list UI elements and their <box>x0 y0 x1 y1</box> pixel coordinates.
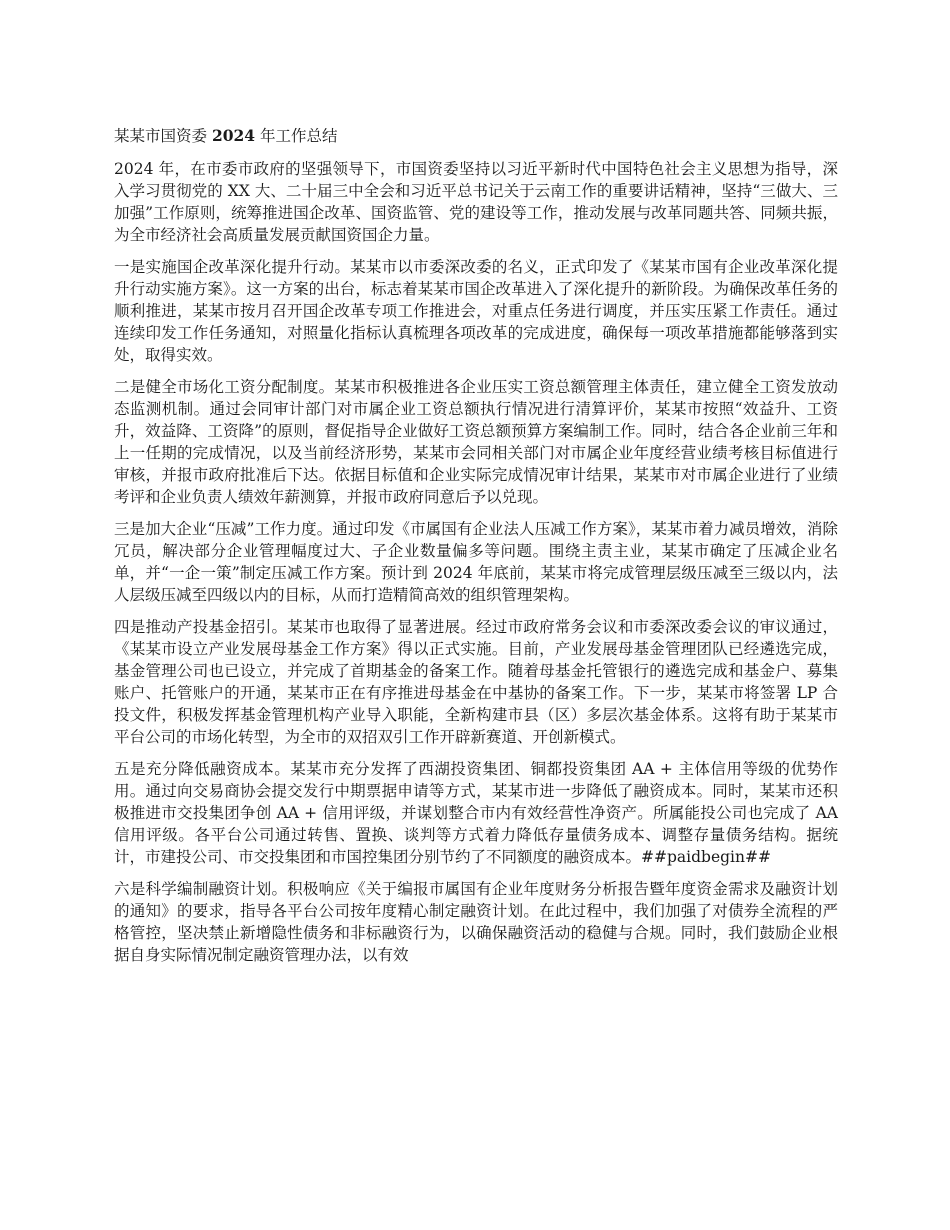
intro-paragraph: 2024 年，在市委市政府的坚强领导下，市国资委坚持以习近平新时代中国特色社会主义思想为指导，深入学习贯彻党的 XX 大、二十届三中全会和习近平总书记关于云南工作的重要讲话精神，坚持“三做大、三加强”工作原则，统筹推进国企改革、国资监管、党的建设等工作，推动发展与改革同题共答、同频共振，为全市经济社会高质量发展贡献国资国企力量。 <box>114 160 838 244</box>
paragraph-wage-system: 二是健全市场化工资分配制度。某某市积极推进各企业压实工资总额管理主体责任，建立健全工资发放动态监测机制。通过会同审计部门对市属企业工资总额执行情况进行清算评价，某某市按照“效益升、工资升，效益降、工资降”的原则，督促指导企业做好工资总额预算方案编制工作。同时，结合各企业前三年和上一任期的完成情况，以及当前经济形势，某某市会同相关部门对市属企业年度经营业绩考核目标值进行审核，并报市政府批准后下达。依据目标值和企业实际完成情况审计结果，某某市对市属企业进行了业绩考评和企业负责人绩效年薪测算，并报市政府同意后予以兑现。 <box>114 378 838 506</box>
paragraph-reform-action: 一是实施国企改革深化提升行动。某某市以市委深改委的名义，正式印发了《某某市国有企业改革深化提升行动实施方案》。这一方案的出台，标志着某某市国企改革进入了深化提升的新阶段。为确保改革任务的顺利推进，某某市按月召开国企改革专项工作推进会，对重点任务进行调度，并压实压紧工作责任。通过连续印发工作任务通知，对照量化指标认真梳理各项改革的完成进度，确保每一项改革措施都能够落到实处，取得实效。 <box>114 258 838 364</box>
paragraph-fund-investment: 四是推动产投基金招引。某某市也取得了显著进展。经过市政府常务会议和市委深改委会议的审议通过，《某某市设立产业发展母基金工作方案》得以正式实施。目前，产业发展母基金管理团队已经遴选完成，基金管理公司也已设立，并完成了首期基金的备案工作。随着母基金托管银行的遴选完成和基金户、募集账户、托管账户的开通，某某市正在有序推进母基金在中基协的备案工作。下一步，某某市将签署 LP 合投文件，积极发挥基金管理机构产业导入职能，全新构建市县（区）多层次基金体系。这将有助于某某市平台公司的市场化转型，为全市的双招双引工作开辟新赛道、开创新模式。 <box>114 618 838 746</box>
title-prefix: 某某市国资委 <box>114 127 208 145</box>
paragraph-financing-cost: 五是充分降低融资成本。某某市充分发挥了西湖投资集团、铜都投资集团 AA + 主体信用等级的优势作用。通过向交易商协会提交发行中期票据申请等方式，某某市进一步降低了融资成本。同时，某某市还积极推进市交投集团争创 AA + 信用评级，并谋划整合市内有效经营性净资产。所属能投公司也完成了 AA 信用评级。各平台公司通过转售、置换、谈判等方式着力降低存量债务成本、调整存量债务结构。据统计，市建投公司、市交投集团和市国控集团分别节约了不同额度的融资成本。##paidbegin## <box>114 760 838 866</box>
document-title <box>114 124 838 148</box>
paragraph-downsizing: 三是加大企业“压减”工作力度。通过印发《市属国有企业法人压减工作方案》，某某市着力减员增效，消除冗员，解决部分企业管理幅度过大、子企业数量偏多等问题。围绕主责主业，某某市确定了压减企业名单，并“一企一策”制定压减工作方案。预计到 2024 年底前，某某市将完成管理层级压减至三级以内，法人层级压减至四级以内的目标，从而打造精简高效的组织管理架构。 <box>114 520 838 604</box>
title-year: 2024 <box>211 126 256 145</box>
title-suffix: 年工作总结 <box>260 127 338 145</box>
paragraph-financing-plan: 六是科学编制融资计划。积极响应《关于编报市属国有企业年度财务分析报告暨年度资金需求及融资计划的通知》的要求，指导各平台公司按年度精心制定融资计划。在此过程中，我们加强了对债券全流程的严格管控，坚决禁止新增隐性债务和非标融资行为，以确保融资活动的稳健与合规。同时，我们鼓励企业根据自身实际情况制定融资管理办法，以有效 <box>114 880 838 964</box>
document-page <box>114 124 838 976</box>
